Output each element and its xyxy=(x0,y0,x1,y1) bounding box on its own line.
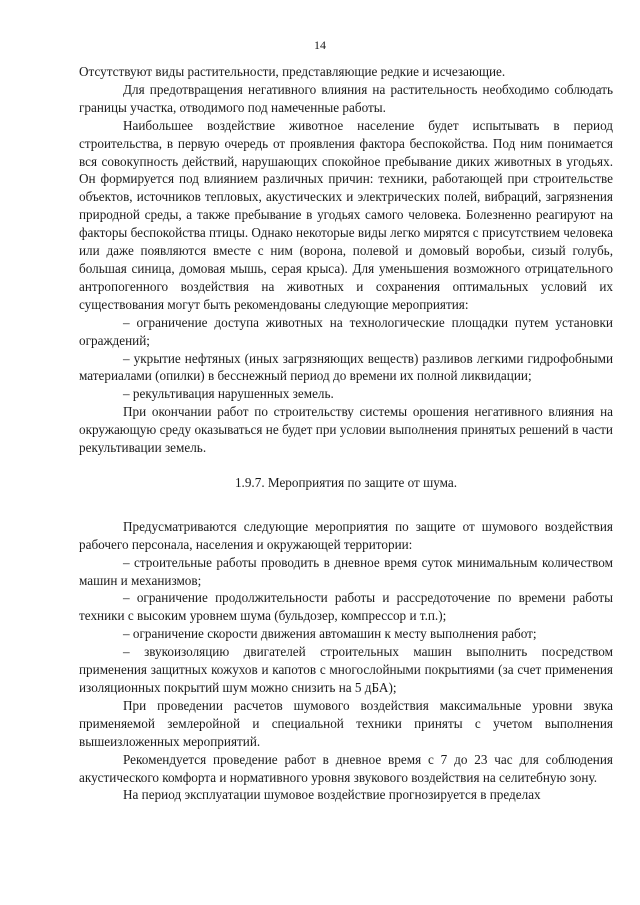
paragraph: Для предотвращения негативного влияния на растительность необходимо соблюдать границы участка, отводимого под намеченные работы. xyxy=(79,81,613,115)
paragraph: При окончании работ по строительству системы орошения негативного влияния на окружающую среду оказываться не будет при условии выполнения принятых решений в части рекультивации земель. xyxy=(79,404,613,456)
paragraph: Наибольшее воздействие животное население будет испытывать в период строительства, в первую очередь от проявления фактора беспокойства. Под ним понимается вся совокупность действий, нарушающих спокойное пребывание диких животных в угодьях. Он формируется под влиянием различных причин: техники, работающей при строительстве объектов, источников тепловых, акустических и электрических полей, вибраций, загрязнения природной среды, а также пребывание в угодьях самого человека. Болезненно реагируют на факторы беспокойства птицы. Однако некоторые виды легко мирятся с присутствием человека или даже появляются вместе с ним (ворона, полевой и домовый воробьи, сизый голубь, большая синица, домовая мышь, серая крыса). Для уменьшения возможного отрицательного антропогенного воздействия на животных и сохранения оптимальных условий их существования могут быть рекомендованы следующие мероприятия: xyxy=(79,117,613,312)
paragraph: Отсутствуют виды растительности, представляющие редкие и исчезающие. xyxy=(79,64,506,79)
list-item: – строительные работы проводить в дневное время суток минимальным количеством машин и механизмов; xyxy=(79,554,613,588)
list-item: – ограничение скорости движения автомашин к месту выполнения работ; xyxy=(123,626,537,642)
list-item: – звукоизоляцию двигателей строительных машин выполнить посредством применения защитных кожухов и капотов с многослойными покрытиями (за счет применения изоляционных покрытий шум можно снизить на 5 дБА); xyxy=(79,644,613,695)
paragraph: На период эксплуатации шумовое воздействие прогнозируется в пределах xyxy=(123,787,541,803)
paragraph: При проведении расчетов шумового воздействия максимальные уровни звука применяемой землеройной и специальной техники приняты с учетом выполнения вышеизложенных мероприятий. xyxy=(79,697,613,749)
section-heading: 1.9.7. Мероприятия по защите от шума. xyxy=(234,474,458,490)
list-item: – ограничение продолжительности работы и рассредоточение по времени работы техники с высоким уровнем шума (бульдозер, компрессор и т.п.); xyxy=(79,590,613,624)
page-number: 14 xyxy=(314,38,326,52)
list-item: – рекультивация нарушенных земель. xyxy=(123,386,334,402)
paragraph: Рекомендуется проведение работ в дневное время с 7 до 23 час для соблюдения акустического комфорта и нормативного уровня звукового воздействия на селитебную зону. xyxy=(79,751,613,785)
paragraph: Предусматриваются следующие мероприятия по защите от шумового воздействия рабочего персонала, населения и окружающей территории: xyxy=(79,518,613,552)
document-body xyxy=(79,63,613,804)
list-item: – ограничение доступа животных на технологические площадки путем установки ограждений; xyxy=(79,314,613,348)
list-item: – укрытие нефтяных (иных загрязняющих веществ) разливов легкими гидрофобными материалами (опилки) в бесснежный период до времени их полной ликвидации; xyxy=(79,350,613,384)
